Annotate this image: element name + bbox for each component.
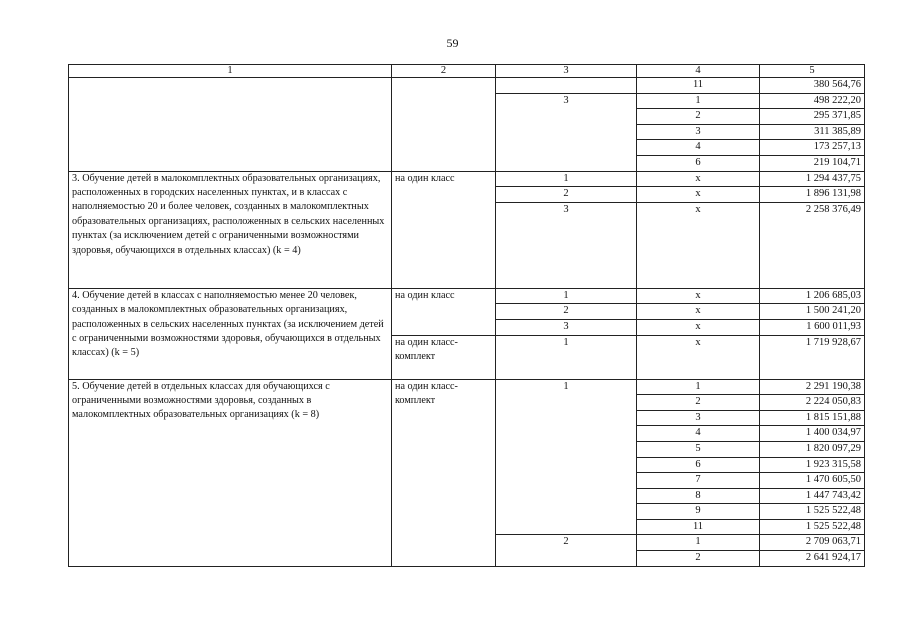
cell-c3: 3: [496, 202, 637, 288]
cell-c5: 2 258 376,49: [760, 202, 865, 288]
page-number: 59: [446, 36, 459, 50]
section4-unit-class: на один класс: [392, 288, 496, 335]
section4-description: 4. Обучение детей в классах с наполняемостью менее 20 человек, созданных в малокомплектных образовательных организациях, расположенных в сельских населенных пунктах (за исключением детей с ограниченными возможностями здоровья, обучающихся в отдельных классах) (k = 5): [69, 288, 392, 379]
header-col-4: 4: [637, 65, 760, 78]
cell-c4: х: [637, 304, 760, 320]
cell-c4: 11: [637, 519, 760, 535]
cell-c5: 1 923 315,58: [760, 457, 865, 473]
cell-c5: 1 525 522,48: [760, 519, 865, 535]
cell-c4: 1: [637, 379, 760, 395]
table-row: [69, 78, 865, 94]
cell-c5: 1 896 131,98: [760, 187, 865, 203]
cell-c4: 7: [637, 473, 760, 489]
section5-unit: на один класс-комплект: [392, 379, 496, 566]
cell-c4: 4: [637, 140, 760, 156]
cell-c3: 2: [496, 187, 637, 203]
cell-c3: 2: [496, 304, 637, 320]
cell-c3: 1: [496, 335, 637, 379]
cell-c5: 1 447 743,42: [760, 488, 865, 504]
cell-c4: 11: [637, 78, 760, 94]
cell-c4: 5: [637, 441, 760, 457]
cell-c5: 1 470 605,50: [760, 473, 865, 489]
section3-description: 3. Обучение детей в малокомплектных образовательных организациях, расположенных в городских населенных пунктах, и в классах с наполняемостью 20 и более человек, созданных в малокомплектных образовательных организациях, расположенных в сельских населенных пунктах (за исключением детей с ограниченными возможностями здоровья, обучающихся в отдельных классах) (k = 4): [69, 171, 392, 288]
cell-c5: 2 291 190,38: [760, 379, 865, 395]
table-row: [69, 288, 865, 304]
cell-c5: 2 224 050,83: [760, 395, 865, 411]
cell-c5: 2 709 063,71: [760, 535, 865, 551]
cell-c5: 498 222,20: [760, 93, 865, 109]
cell-c3: 1: [496, 379, 637, 535]
cell-c4: х: [637, 171, 760, 187]
cell-c5: 2 641 924,17: [760, 551, 865, 567]
cell-c5: 1 500 241,20: [760, 304, 865, 320]
cell-c3: 1: [496, 171, 637, 187]
cell-c4: 3: [637, 410, 760, 426]
cell-c4: 2: [637, 551, 760, 567]
cell-c5: 1 600 011,93: [760, 319, 865, 335]
cell-c4: 8: [637, 488, 760, 504]
cell-c3: 3: [496, 319, 637, 335]
cell-c3: 2: [496, 535, 637, 566]
cell-c4: 3: [637, 124, 760, 140]
cell-c5: 1 294 437,75: [760, 171, 865, 187]
cell-c4: х: [637, 319, 760, 335]
table-row: [69, 171, 865, 187]
cell-c5: 311 385,89: [760, 124, 865, 140]
cell-c4: 6: [637, 457, 760, 473]
cell-c4: 9: [637, 504, 760, 520]
continuation-unit-cell: [392, 78, 496, 172]
cell-c4: 2: [637, 395, 760, 411]
cell-c4: 2: [637, 109, 760, 125]
section5-description: 5. Обучение детей в отдельных классах для обучающихся с ограниченными возможностями здоровья, созданных в малокомплектных образовательных организациях (k = 8): [69, 379, 392, 566]
cell-c4: 1: [637, 93, 760, 109]
cell-c4: 6: [637, 155, 760, 171]
continuation-desc-cell: [69, 78, 392, 172]
header-col-3: 3: [496, 65, 637, 78]
cell-c5: 1 815 151,88: [760, 410, 865, 426]
cell-c4: х: [637, 202, 760, 288]
cell-c5: 1 820 097,29: [760, 441, 865, 457]
cell-c4: х: [637, 335, 760, 379]
section3-unit: на один класс: [392, 171, 496, 288]
cell-c5: 1 719 928,67: [760, 335, 865, 379]
tariff-table: [68, 64, 865, 567]
header-col-2: 2: [392, 65, 496, 78]
continuation-c3-cell: [496, 78, 637, 94]
cell-c3: 1: [496, 288, 637, 304]
table-row: [69, 379, 865, 395]
header-row: [69, 65, 865, 78]
header-col-1: 1: [69, 65, 392, 78]
cell-c4: 4: [637, 426, 760, 442]
cell-c3: 3: [496, 93, 637, 171]
cell-c5: 219 104,71: [760, 155, 865, 171]
cell-c4: х: [637, 187, 760, 203]
cell-c5: 1 525 522,48: [760, 504, 865, 520]
cell-c5: 173 257,13: [760, 140, 865, 156]
cell-c5: 380 564,76: [760, 78, 865, 94]
cell-c4: х: [637, 288, 760, 304]
cell-c5: 1 400 034,97: [760, 426, 865, 442]
section4-unit-komplekt: на один класс-комплект: [392, 335, 496, 379]
cell-c5: 1 206 685,03: [760, 288, 865, 304]
cell-c5: 295 371,85: [760, 109, 865, 125]
header-col-5: 5: [760, 65, 865, 78]
cell-c4: 1: [637, 535, 760, 551]
